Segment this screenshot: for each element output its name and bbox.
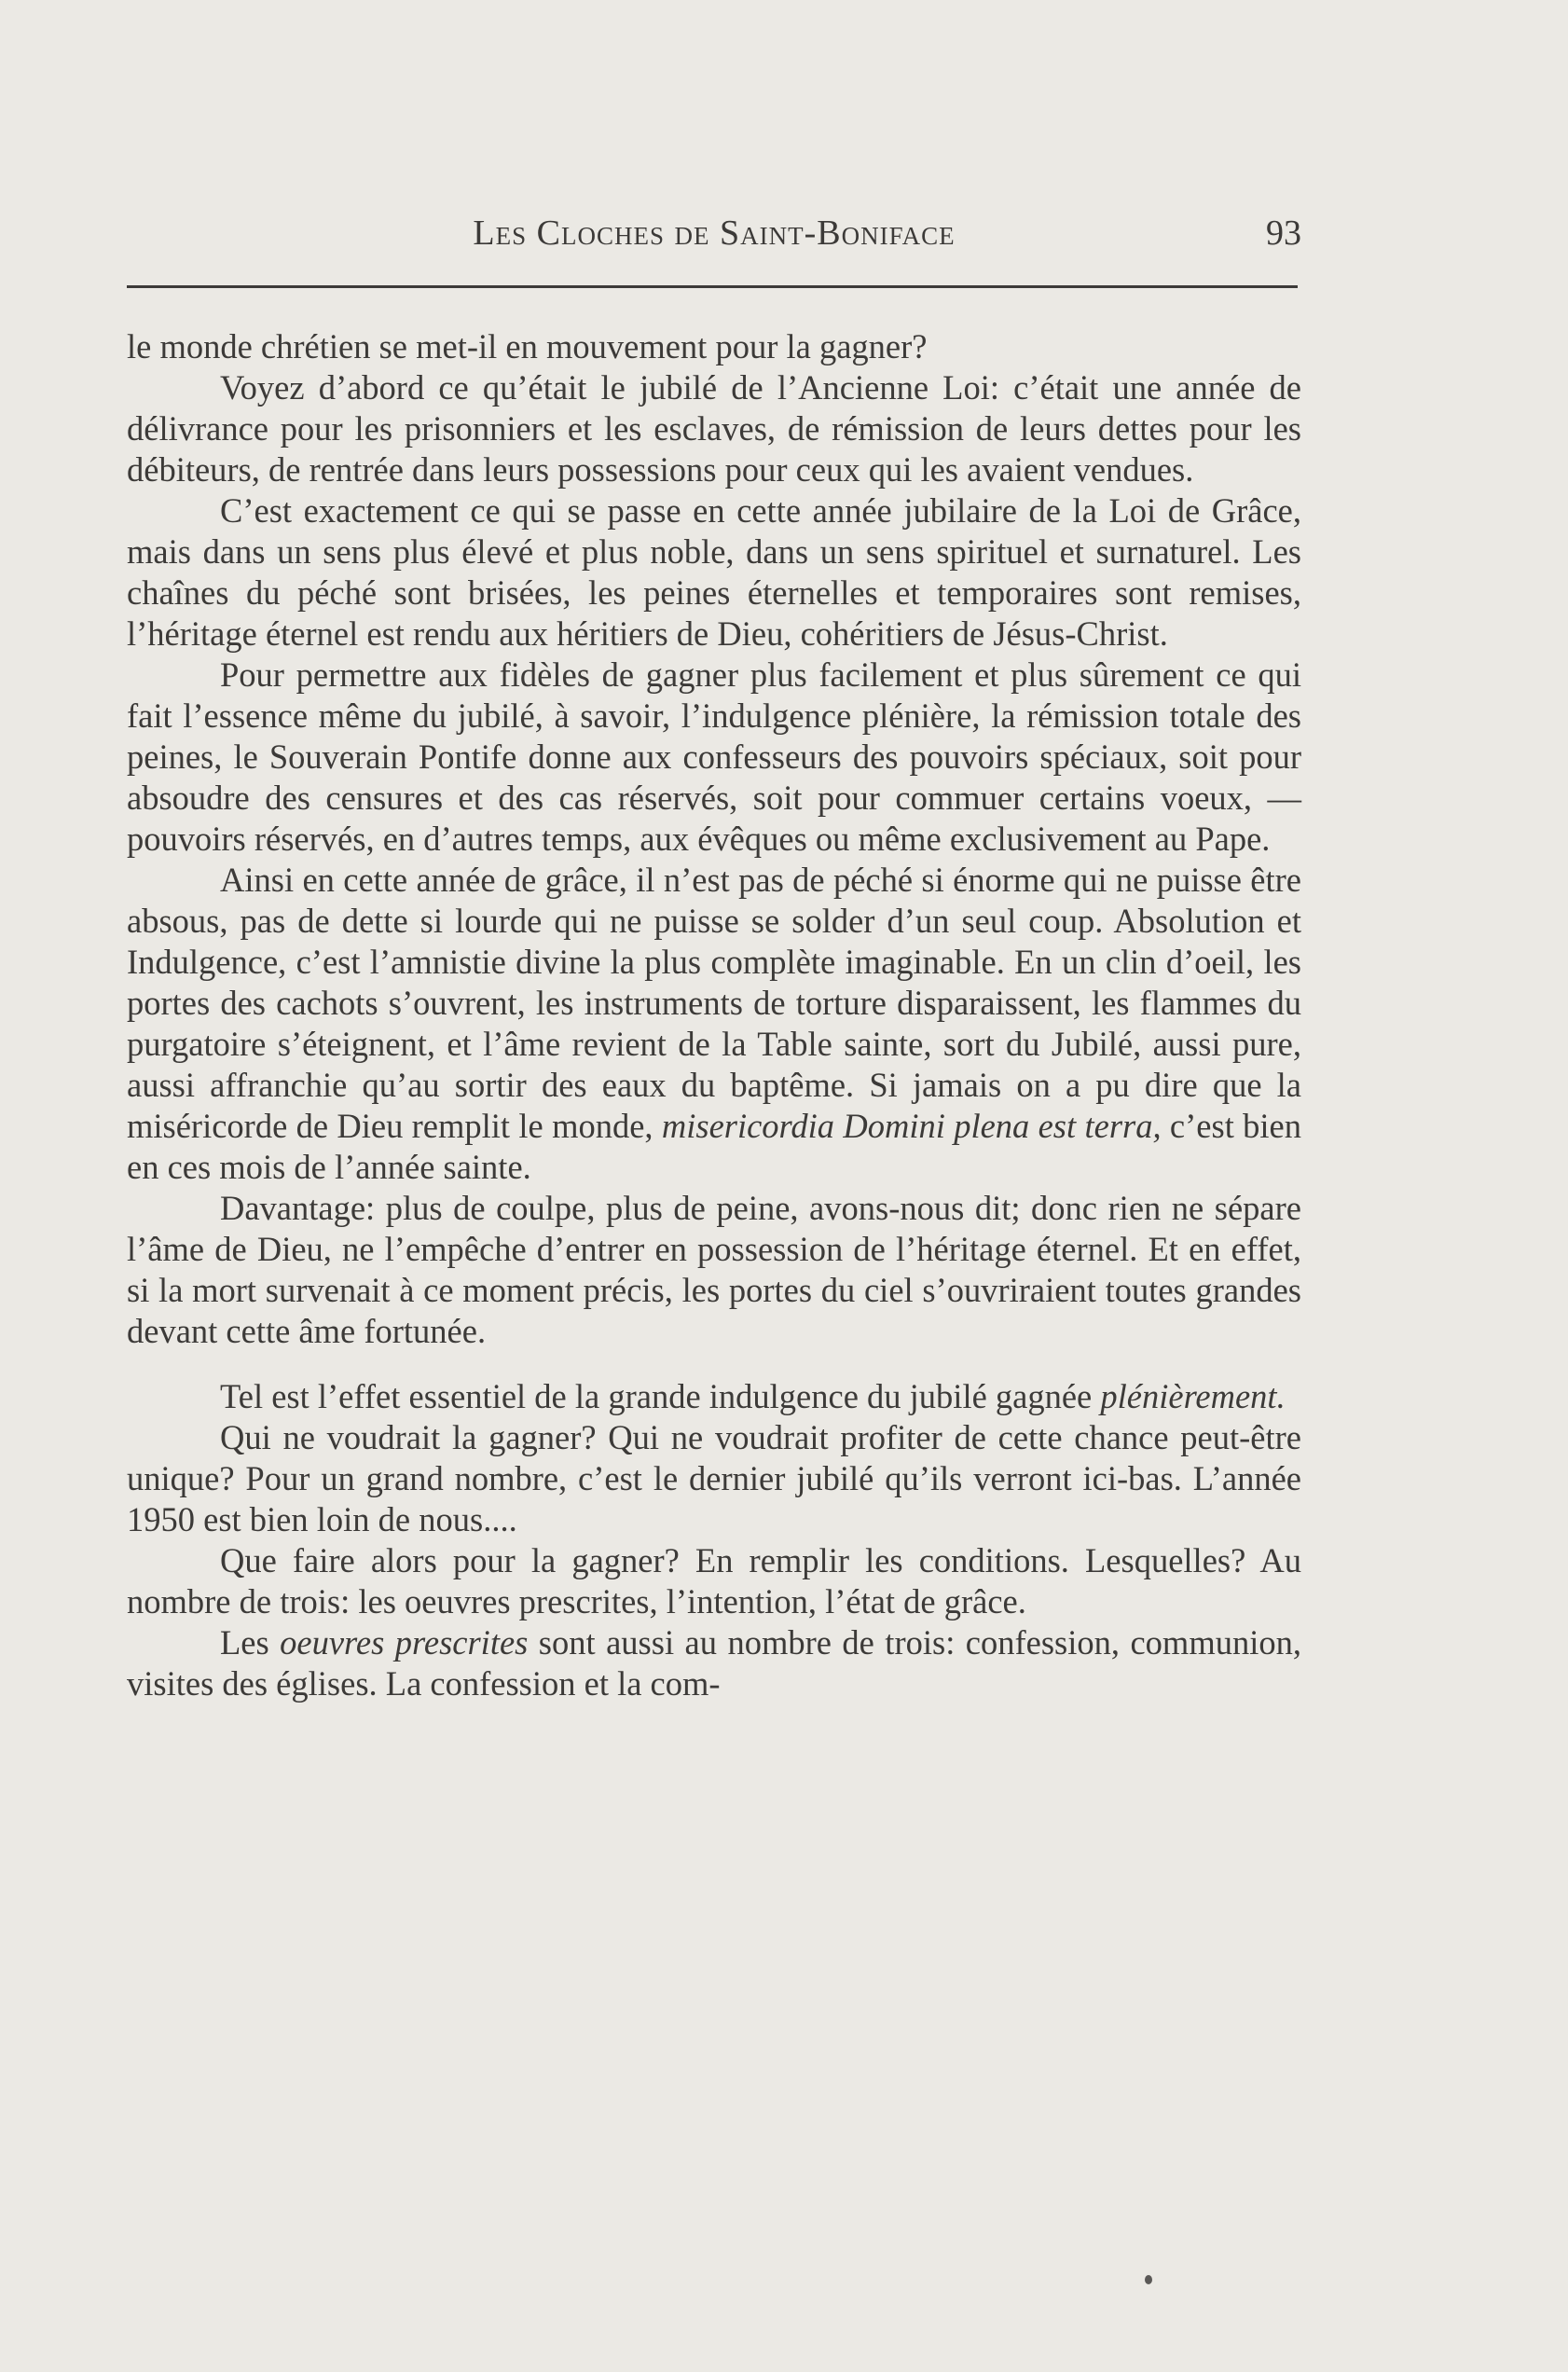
text-run: Pour permettre aux fidèles de gagner plus facilement et plus sûrement ce qui fait l’essence même du jubilé, à savoir, l’indulgence plénière, la rémission totale des peines, le Souverain Pontife donne aux confesseurs des pouvoirs spéciaux, soit pour absoudre des censures et des cas réservés, soit pour commuer certains voeux, — pouvoirs réservés, en d’autres temps, aux évêques ou même exclusivement au Pape. <box>127 655 1301 858</box>
ink-dot <box>1145 2275 1152 2284</box>
text-run: Que faire alors pour la gagner? En remplir les conditions. Lesquelles? Au nombre de trois: les oeuvres prescrites, l’intention, l’état de grâce. <box>127 1541 1301 1620</box>
header-rule <box>127 285 1298 288</box>
text-run: Qui ne voudrait la gagner? Qui ne voudrait profiter de cette chance peut-être unique? Pour un grand nombre, c’est le dernier jubilé qu’ils verront ici-bas. L’année 1950 est bien loin de nous.... <box>127 1418 1301 1538</box>
text-run: Ainsi en cette année de grâce, il n’est pas de péché si énorme qui ne puisse être absous, pas de dette si lourde qui ne puisse se solder d’un seul coup. Absolution et Indulgence, c’est l’amnistie divine la plus complète imaginable. En un clin d’oeil, les portes des cachots s’ouvrent, les instruments de torture disparaissent, les flammes du purgatoire s’éteignent, et l’âme revient de la Table sainte, sort du Jubilé, aussi pure, aussi affranchie qu’au sortir des eaux du baptême. Si jamais on a pu dire que la miséricorde de Dieu remplit le monde, <box>127 861 1301 1145</box>
text-run: le monde chrétien se met-il en mouvement pour la gagner? <box>127 327 928 365</box>
paragraph <box>127 367 1301 490</box>
paragraph <box>127 1417 1301 1540</box>
text-run: Tel est l’effet essentiel de la grande indulgence du jubilé gagnée <box>220 1377 1101 1415</box>
paragraph <box>127 860 1301 1188</box>
paragraph <box>127 655 1301 860</box>
italic-word: plénièrement. <box>1100 1377 1286 1415</box>
paragraph <box>127 1540 1301 1622</box>
text-run: Les <box>220 1623 281 1662</box>
text-run: c’est bien en ces mois de l’année sainte. <box>127 1107 1301 1186</box>
body-text <box>127 326 1301 1704</box>
text-run: Voyez d’abord ce qu’était le jubilé de l’Ancienne Loi: c’était une année de délivrance pour les prisonniers et les esclaves, de rémission de leurs dettes pour les débiteurs, de rentrée dans leurs possessions pour ceux qui les avaient vendues. <box>127 368 1301 489</box>
paragraph <box>127 1622 1301 1704</box>
paragraph <box>127 1376 1301 1417</box>
text-run: sont aussi au nombre de trois: confession, communion, visites des églises. La confession et la com- <box>127 1623 1301 1703</box>
paragraph <box>127 1188 1301 1352</box>
latin-quote: misericordia Domini plena est terra, <box>661 1107 1162 1145</box>
text-run: C’est exactement ce qui se passe en cette année jubilaire de la Loi de Grâce, mais dans un sens plus élevé et plus noble, dans un sens spirituel et surnaturel. Les chaînes du péché sont brisées, les peines éternelles et temporaires sont remises, l’héritage éternel est rendu aux héritiers de Dieu, cohéritiers de Jésus-Christ. <box>127 491 1301 653</box>
paragraph <box>127 490 1301 655</box>
page-number: 93 <box>1266 214 1301 253</box>
italic-phrase: oeuvres prescrites <box>280 1623 529 1662</box>
text-run: Davantage: plus de coulpe, plus de peine, avons-nous dit; donc rien ne sépare l’âme de Dieu, ne l’empêche d’entrer en possession de l’héritage éternel. Et en effet, si la mort survenait à ce moment précis, les portes du ciel s’ouvriraient toutes grandes devant cette âme fortunée. <box>127 1189 1301 1350</box>
running-title: Les Cloches de Saint-Boniface <box>473 214 956 253</box>
page-header <box>127 213 1301 269</box>
paragraph <box>127 326 1301 367</box>
